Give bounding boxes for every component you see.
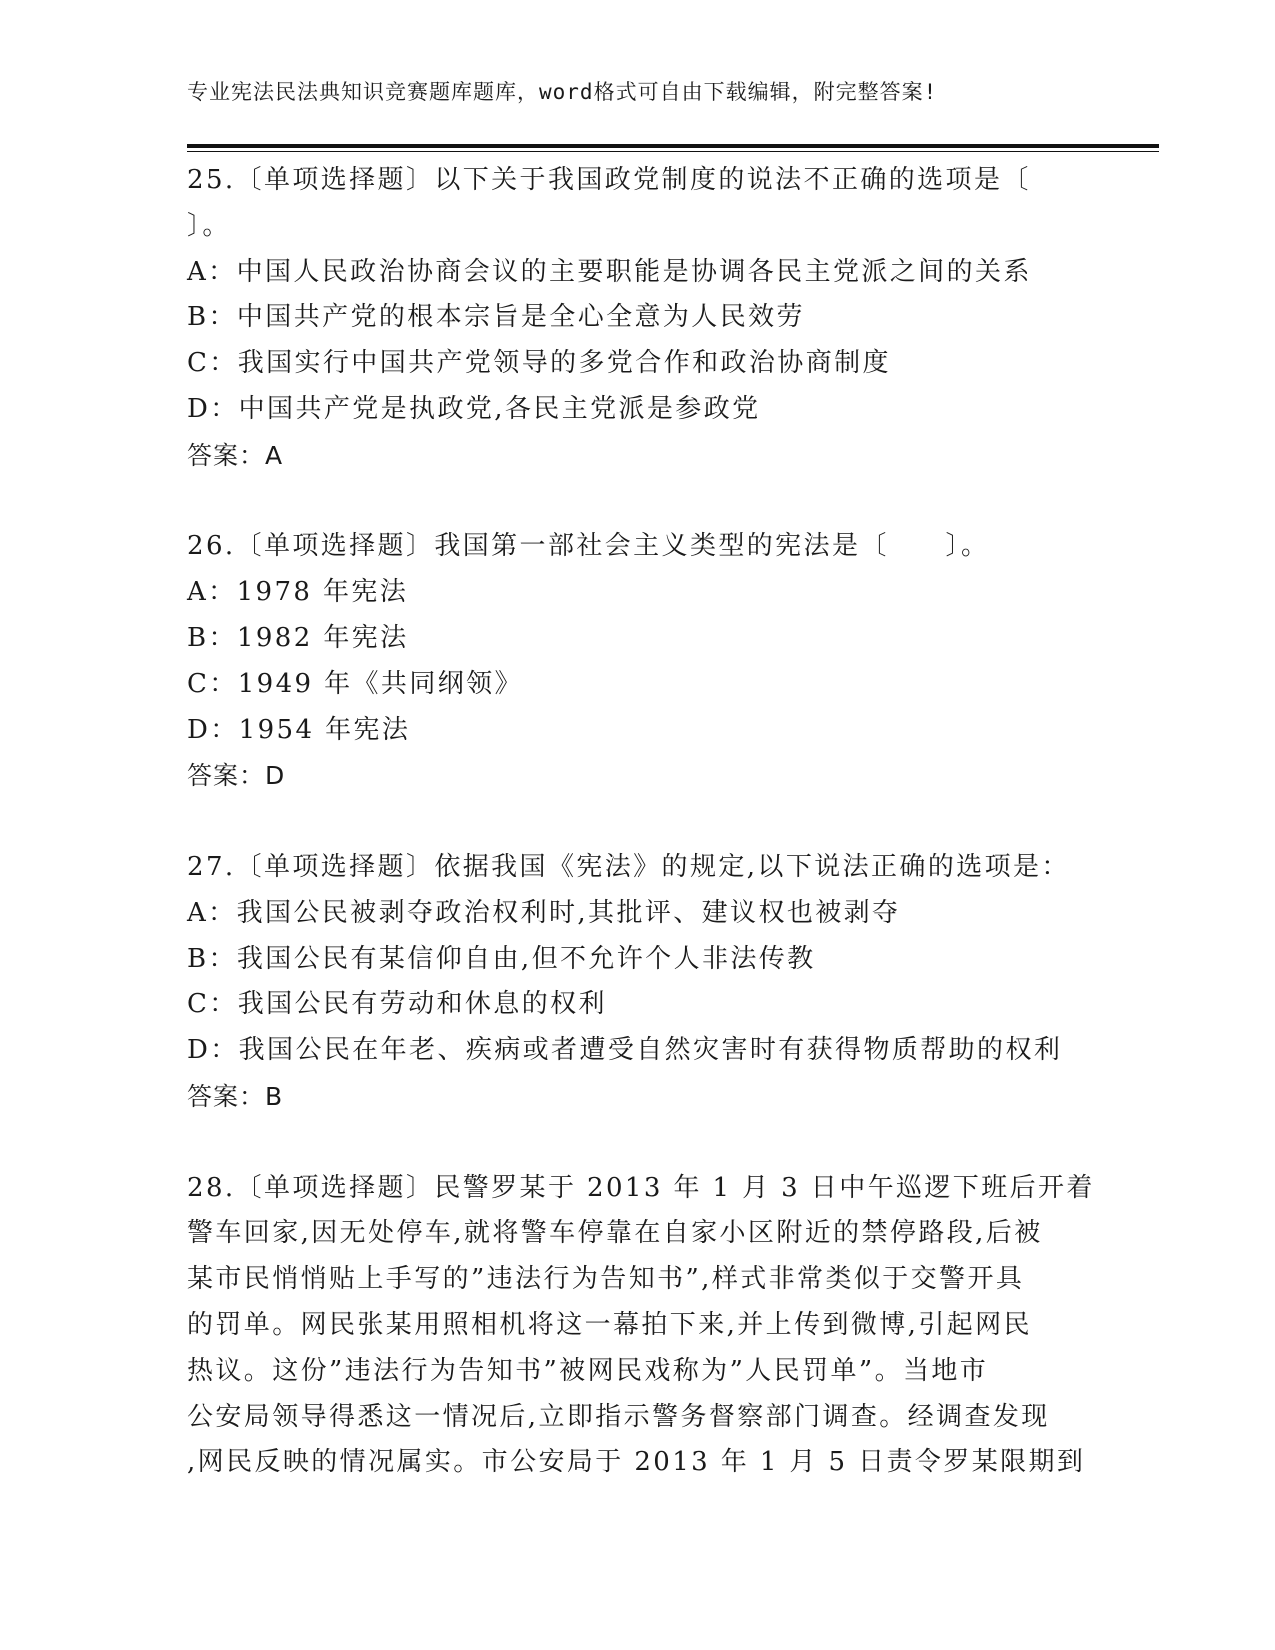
option-c: C：我国实行中国共产党领导的多党合作和政治协商制度 [187,348,891,379]
option-b: B：1982 年宪法 [187,622,409,653]
question-stem: 的罚单。网民张某用照相机将这一幕拍下来,并上传到微博,引起网民 [187,1309,1032,1340]
option-c: C：我国公民有劳动和休息的权利 [187,989,607,1020]
question-27 [187,845,1087,1120]
option-b: B：我国公民有某信仰自由,但不允许个人非法传教 [187,943,816,974]
answer: 答案：A [187,440,284,470]
question-25 [187,158,1087,479]
question-list [187,158,1095,1486]
question-stem: 26.〔单项选择题〕我国第一部社会主义类型的宪法是〔 〕。 [187,531,990,562]
header-rule-thick [187,144,1159,148]
option-d: D：1954 年宪法 [187,714,411,745]
spacer [187,799,1087,845]
question-stem: 25.〔单项选择题〕以下关于我国政党制度的说法不正确的选项是〔 [187,165,1031,195]
question-stem: 27.〔单项选择题〕依据我国《宪法》的规定,以下说法正确的选项是： [187,851,1070,882]
question-stem: 〕。 [187,210,231,241]
question-stem: 警车回家,因无处停车,就将警车停靠在自家小区附近的禁停路段,后被 [187,1218,1043,1249]
question-stem: 热议。这份”违法行为告知书”被网民戏称为”人民罚单”。当地市 [187,1355,989,1386]
question-26 [187,524,1087,799]
option-a: A：1978 年宪法 [187,577,409,608]
option-d: D：我国公民在年老、疾病或者遭受自然灾害时有获得物质帮助的权利 [187,1035,1063,1066]
question-stem: 28.〔单项选择题〕民警罗某于 2013 年 1 月 3 日中午巡逻下班后开着 [187,1172,1095,1203]
question-stem: ,网民反映的情况属实。市公安局于 2013 年 1 月 5 日责令罗某限期到 [187,1447,1086,1478]
option-a: A：中国人民政治协商会议的主要职能是协调各民主党派之间的关系 [187,256,1032,287]
answer: 答案：B [187,1081,284,1111]
page-header: 专业宪法民法典知识竞赛题库题库，word格式可自由下载编辑，附完整答案! [187,80,938,104]
option-a: A：我国公民被剥夺政治权利时,其批评、建议权也被剥夺 [187,897,901,928]
question-stem: 公安局领导得悉这一情况后,立即指示警务督察部门调查。经调查发现 [187,1401,1050,1432]
answer: 答案：D [187,761,286,791]
spacer [187,1120,1087,1166]
spacer [187,479,1087,525]
option-d: D：中国共产党是执政党,各民主党派是参政党 [187,393,761,424]
option-c: C：1949 年《共同纲领》 [187,668,523,699]
option-b: B：中国共产党的根本宗旨是全心全意为人民效劳 [187,302,805,333]
question-28 [187,1166,1095,1487]
question-stem: 某市民悄悄贴上手写的”违法行为告知书”,样式非常类似于交警开具 [187,1264,1025,1295]
header-rule-thin [187,151,1159,152]
